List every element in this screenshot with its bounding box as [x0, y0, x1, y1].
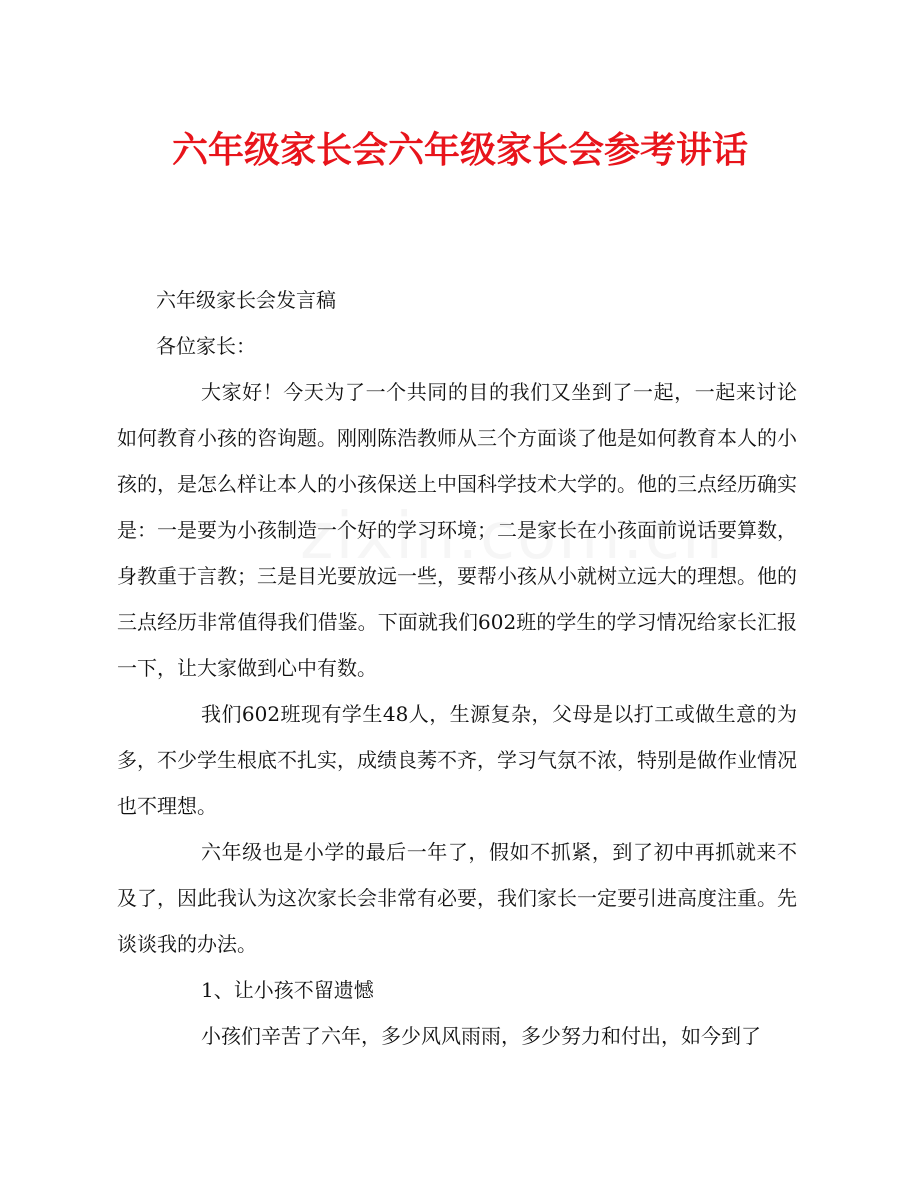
paragraph-importance: 六年级也是小学的最后一年了，假如不抓紧，到了初中再抓就来不及了，因此我认为这次家长会非常有必要，我们家长一定要引进高度注重。先谈谈我的办法。: [117, 840, 797, 956]
section-heading-1: 1、让小孩不留遗憾: [201, 978, 374, 1002]
salutation: 各位家长：: [156, 334, 256, 358]
document-body: [117, 277, 797, 1059]
document-title: 六年级家长会六年级家长会参考讲话: [171, 130, 748, 171]
speech-heading: 六年级家长会发言稿: [156, 288, 336, 312]
paragraph-class-status: 我们602班现有学生48人，生源复杂，父母是以打工或做生意的为多，不少学生根底不扎实，成绩良莠不齐，学习气氛不浓，特别是做作业情况也不理想。: [117, 702, 797, 818]
paragraph-intro: 大家好！今天为了一个共同的目的我们又坐到了一起，一起来讨论如何教育小孩的咨询题。刚刚陈浩教师从三个方面谈了他是如何教育本人的小孩的，是怎么样让本人的小孩保送上中国科学技术大学的。他的三点经历确实是：一是要为小孩制造一个好的学习环境；二是家长在小孩面前说话要算数，身教重于言教；三是目光要放远一些，要帮小孩从小就树立远大的理想。他的三点经历非常值得我们借鉴。下面就我们602班的学生的学习情况给家长汇报一下，让大家做到心中有数。: [117, 380, 797, 680]
paragraph-section-1: 小孩们辛苦了六年，多少风风雨雨，多少努力和付出，如今到了: [201, 1024, 761, 1048]
